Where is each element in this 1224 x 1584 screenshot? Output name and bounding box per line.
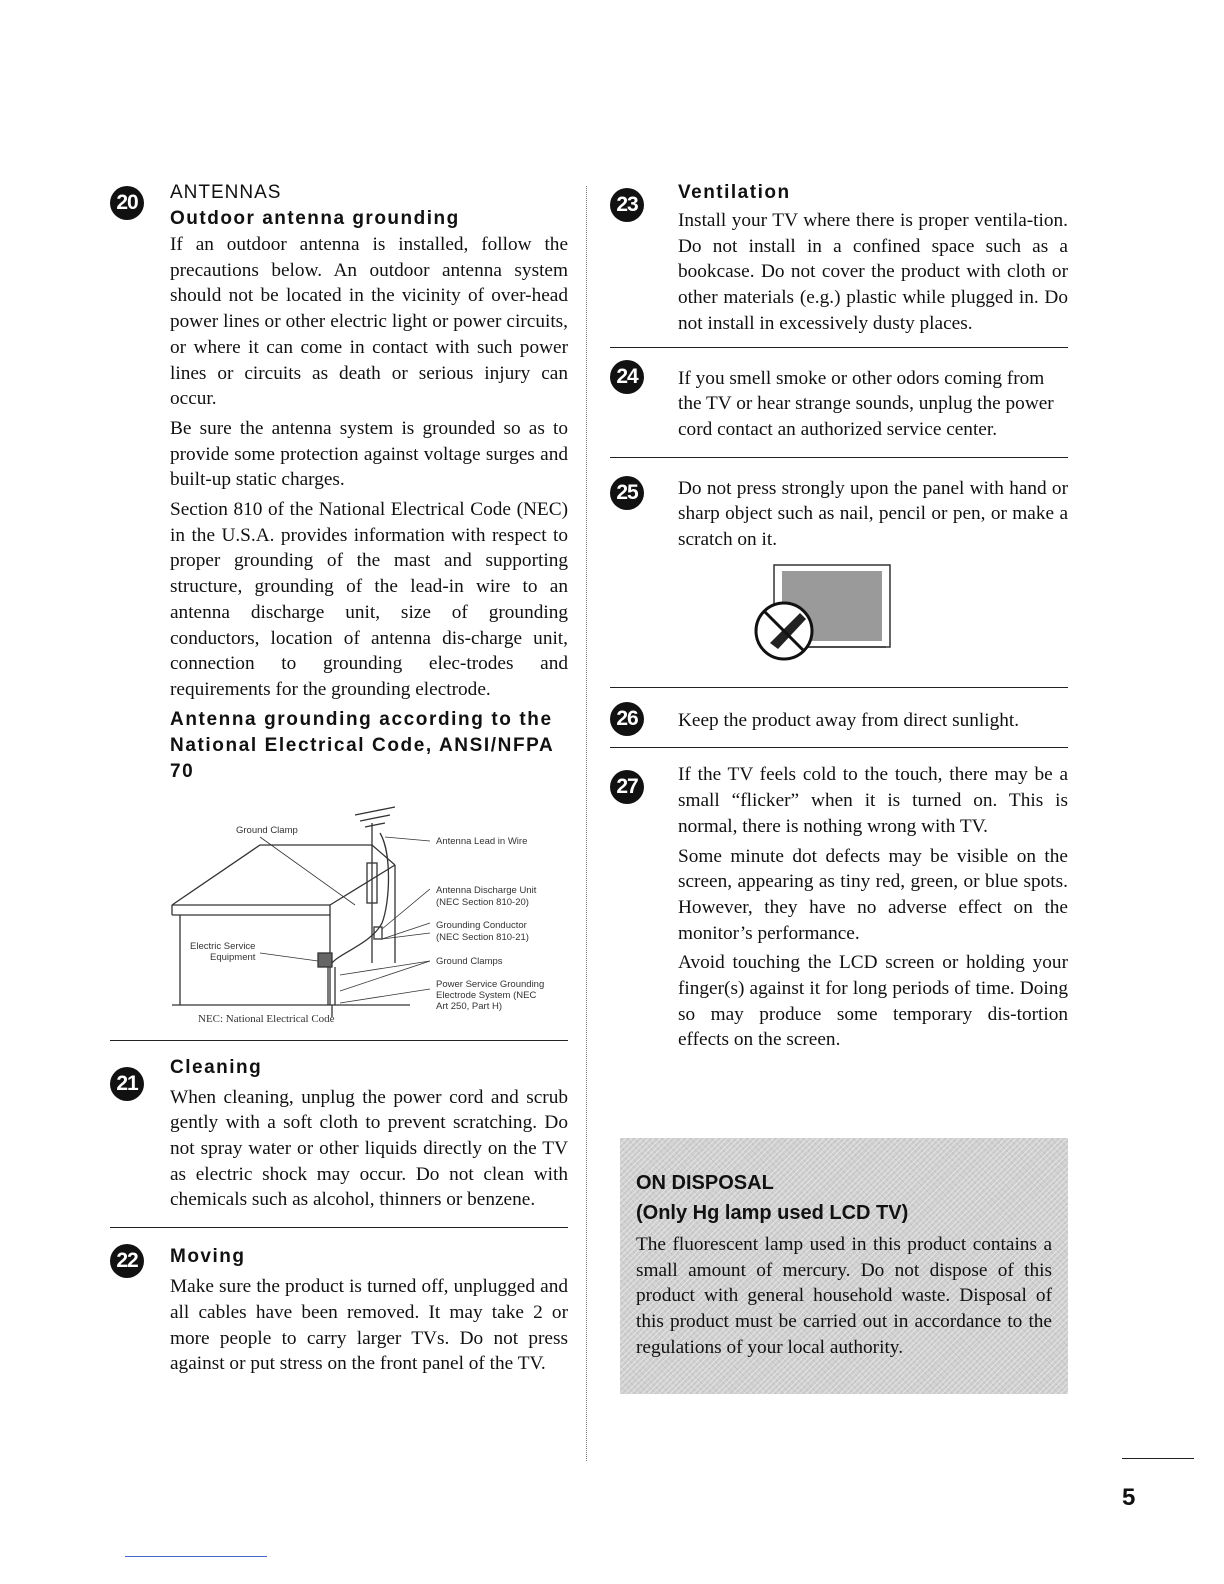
- section-ventilation: [610, 180, 1068, 337]
- ventilation-text: Install your TV where there is proper ventila-tion. Do not install in a confined space such as a bookcase. Do not cover the product with cloth or other materials (e.g.) plastic while plugged in. Do not install in excessively dusty places.: [678, 210, 1068, 334]
- smoke-text: If you smell smoke or other odors coming from the TV or hear strange sounds, unplug the power cord contact an authorized service center.: [678, 367, 1054, 440]
- section-smoke: [610, 366, 1068, 443]
- press-text: Do not press strongly upon the panel with hand or sharp object such as nail, pencil or pen, or make a scratch on it.: [678, 477, 1068, 551]
- label-discharge-unit-section: (NEC Section 810-20): [436, 896, 529, 908]
- number-badge-23: 23: [610, 188, 644, 222]
- leader-lines: [260, 837, 430, 1003]
- antennas-paragraph-1: If an outdoor antenna is installed, follow the precautions below. An outdoor antenna system should not be located in the vicinity of over-head power lines or other electric light or power circuits, or where it can come in contact with such power lines or circuits as death or serious injury can occur.: [170, 234, 568, 410]
- divider-after-cleaning: [110, 1227, 568, 1228]
- antennas-paragraph-3: Section 810 of the National Electrical Code (NEC) in the U.S.A. provides information with respect to proper grounding of the mast and supporting structure, grounding of the lead-in wire to an antenna discharge unit, size of grounding conductors, location of antenna dis-charge unit, connection to grounding elec-trodes and requirements for the grounding electrode.: [170, 499, 568, 700]
- page-number-rule: [1122, 1458, 1194, 1459]
- divider-after-smoke: [610, 457, 1068, 458]
- section-moving: [110, 1244, 568, 1377]
- nec-grounding-subheading: Antenna grounding according to the National Electrical Code, ANSI/NFPA 70: [170, 708, 554, 782]
- number-badge-22: 22: [110, 1244, 144, 1278]
- label-electric-service-equipment: Equipment: [210, 951, 256, 963]
- disposal-subtitle: (Only Hg lamp used LCD TV): [636, 1202, 909, 1224]
- ventilation-heading: Ventilation: [678, 182, 791, 203]
- sunlight-text: Keep the product away from direct sunlight.: [678, 709, 1020, 731]
- section-sunlight: [610, 708, 1068, 734]
- grounding-diagram-svg: [110, 793, 568, 1023]
- label-ground-clamp: Ground Clamp: [236, 824, 298, 836]
- disposal-notice-box: [620, 1138, 1068, 1394]
- label-power-service-3: Art 250, Part H): [436, 1000, 502, 1012]
- number-badge-26: 26: [610, 702, 644, 736]
- disposal-title: ON DISPOSAL: [636, 1172, 774, 1194]
- disposal-text: The fluorescent lamp used in this product contains a small amount of mercury. Do not dispose of this product with general household waste. Disposal of this product must be carried out in accordance to the regulations of your local authority.: [636, 1234, 1052, 1358]
- label-grounding-conductor-section: (NEC Section 810-21): [436, 931, 529, 943]
- cold-paragraph-1: If the TV feels cold to the touch, there may be a small “flicker” when it is turned on. This is normal, there is nothing wrong with TV.: [678, 764, 1068, 837]
- antenna-grounding-diagram: [110, 793, 568, 1028]
- divider-after-ventilation: [610, 347, 1068, 348]
- number-badge-25: 25: [610, 476, 644, 510]
- cleaning-heading: Cleaning: [170, 1056, 263, 1078]
- cold-paragraph-3: Avoid touching the LCD screen or holding your finger(s) against it for long periods of time. Doing so may produce some temporary dis-tortion effects on the screen.: [678, 952, 1068, 1051]
- left-column: [110, 180, 568, 1381]
- moving-heading: Moving: [170, 1246, 246, 1268]
- label-discharge-unit: Antenna Discharge Unit: [436, 884, 537, 896]
- label-electric-service: Electric Service: [190, 940, 256, 952]
- section-cold: [610, 762, 1068, 1053]
- no-pressing-illustration: [740, 561, 900, 673]
- label-ground-clamps: Ground Clamps: [436, 955, 503, 967]
- section-cleaning: [110, 1055, 568, 1214]
- antennas-paragraph-2: Be sure the antenna system is grounded so as to provide some protection against voltage surges and built-up static charges.: [170, 417, 568, 491]
- divider-after-press: [610, 687, 1068, 688]
- number-badge-24: 24: [610, 360, 644, 394]
- label-power-service: Power Service Grounding: [436, 978, 545, 990]
- label-grounding-conductor: Grounding Conductor: [436, 919, 527, 931]
- house-outline: [172, 845, 410, 1005]
- number-badge-20: 20: [110, 186, 144, 220]
- footer-line: [125, 1556, 267, 1557]
- antennas-heading: ANTENNAS: [170, 182, 282, 203]
- outdoor-grounding-subheading: Outdoor antenna grounding: [170, 208, 460, 229]
- label-power-service-2: Electrode System (NEC: [436, 989, 537, 1001]
- cleaning-text: When cleaning, unplug the power cord and scrub gently with a soft cloth to prevent scratching. Do not spray water or other liquids directly on the TV as electric shock may occur. Do not clean with chemicals such as alcohol, thinners or benzene.: [170, 1086, 568, 1211]
- column-divider: [586, 186, 587, 1461]
- section-antennas: [110, 180, 568, 785]
- moving-text: Make sure the product is turned off, unplugged and all cables have been removed. It may take 2 or more people to carry larger TVs. Do not press against or put stress on the front panel of the TV.: [170, 1276, 568, 1375]
- label-antenna-lead: Antenna Lead in Wire: [436, 835, 528, 847]
- number-badge-21: 21: [110, 1067, 144, 1101]
- divider-after-antennas: [110, 1040, 568, 1041]
- section-press: [610, 476, 1068, 673]
- label-nec-note: NEC: National Electrical Code: [198, 1012, 335, 1023]
- right-column: [610, 180, 1068, 1057]
- cold-paragraph-2: Some minute dot defects may be visible on the screen, appearing as tiny red, green, or blue spots. However, they have no adverse effect on the monitor’s performance.: [678, 845, 1068, 944]
- page-number: 5: [1122, 1484, 1136, 1511]
- number-badge-27: 27: [610, 770, 644, 804]
- divider-after-sunlight: [610, 747, 1068, 748]
